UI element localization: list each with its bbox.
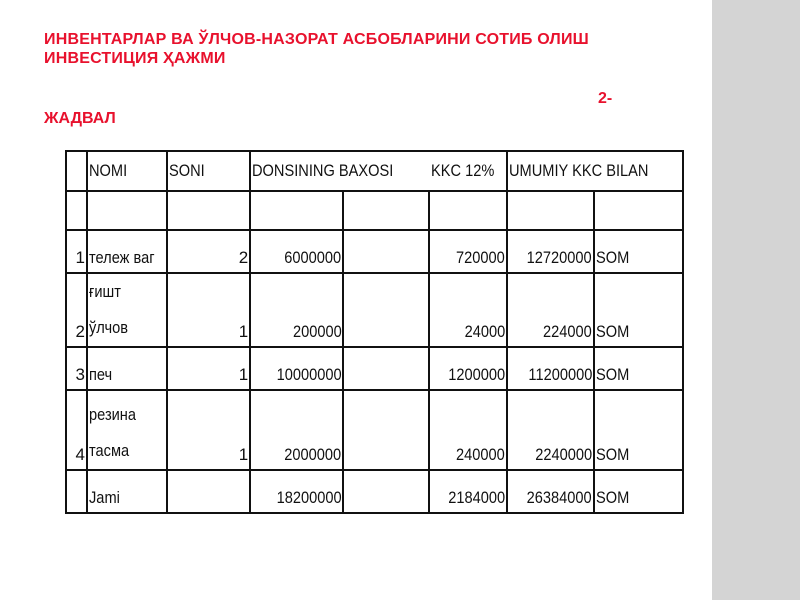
row-unit: SOM <box>595 248 630 267</box>
slide-title: ИНВЕНТАРЛАР ВА ЎЛЧОВ-НАЗОРАТ АСБОБЛАРИНИ СОТИБ ОЛИШ ИНВЕСТИЦИЯ ҲАЖМИ <box>44 31 589 67</box>
table-caption: ЖАДВАЛ <box>44 110 116 127</box>
row-unit: SOM <box>595 322 630 341</box>
total-label: Jami <box>89 488 120 507</box>
row-price: 2000000 <box>284 445 342 464</box>
header-vat: KKC 12% <box>431 161 495 180</box>
row-unit: SOM <box>595 365 630 384</box>
table-total-row <box>66 470 683 513</box>
row-price: 6000000 <box>284 248 342 267</box>
table-row <box>66 230 683 273</box>
row-qty: 1 <box>167 347 250 390</box>
header-price: DONSINING BAXOSI <box>252 161 394 180</box>
table-row <box>66 273 683 347</box>
total-sum: 26384000 <box>526 488 592 507</box>
row-index: 1 <box>66 230 87 273</box>
table-row <box>66 390 683 470</box>
total-price: 18200000 <box>276 488 342 507</box>
row-total: 2240000 <box>535 445 592 464</box>
row-index: 2 <box>66 273 87 347</box>
row-name: печ <box>89 365 113 384</box>
table-number: 2- <box>598 90 613 107</box>
header-nomi: NOMI <box>89 161 128 180</box>
row-name: ғишт ўлчов <box>89 282 129 337</box>
row-vat: 1200000 <box>448 365 505 384</box>
row-index: 4 <box>66 390 87 470</box>
header-total: UMUMIY KKC BILAN <box>508 161 649 180</box>
table-row <box>66 347 683 390</box>
total-vat: 2184000 <box>448 488 505 507</box>
row-qty: 1 <box>167 390 250 470</box>
row-unit: SOM <box>595 445 630 464</box>
row-name: тележ ваг <box>89 248 155 267</box>
row-total: 224000 <box>543 322 592 341</box>
row-total: 11200000 <box>528 365 592 384</box>
row-price: 10000000 <box>276 365 342 384</box>
row-vat: 240000 <box>456 445 505 464</box>
row-vat: 720000 <box>456 248 505 267</box>
right-side-panel <box>712 0 800 600</box>
row-vat: 24000 <box>464 322 505 341</box>
investment-table <box>65 150 684 514</box>
table-empty-row <box>66 191 683 230</box>
row-qty: 1 <box>167 273 250 347</box>
total-unit: SOM <box>595 488 630 507</box>
table-header-row <box>66 151 683 191</box>
row-total: 12720000 <box>526 248 592 267</box>
row-price: 200000 <box>292 322 342 341</box>
row-index: 3 <box>66 347 87 390</box>
row-qty: 2 <box>167 230 250 273</box>
header-soni: SONI <box>169 161 206 180</box>
row-name: резина тасма <box>89 405 137 460</box>
header-index-cell <box>66 151 87 191</box>
